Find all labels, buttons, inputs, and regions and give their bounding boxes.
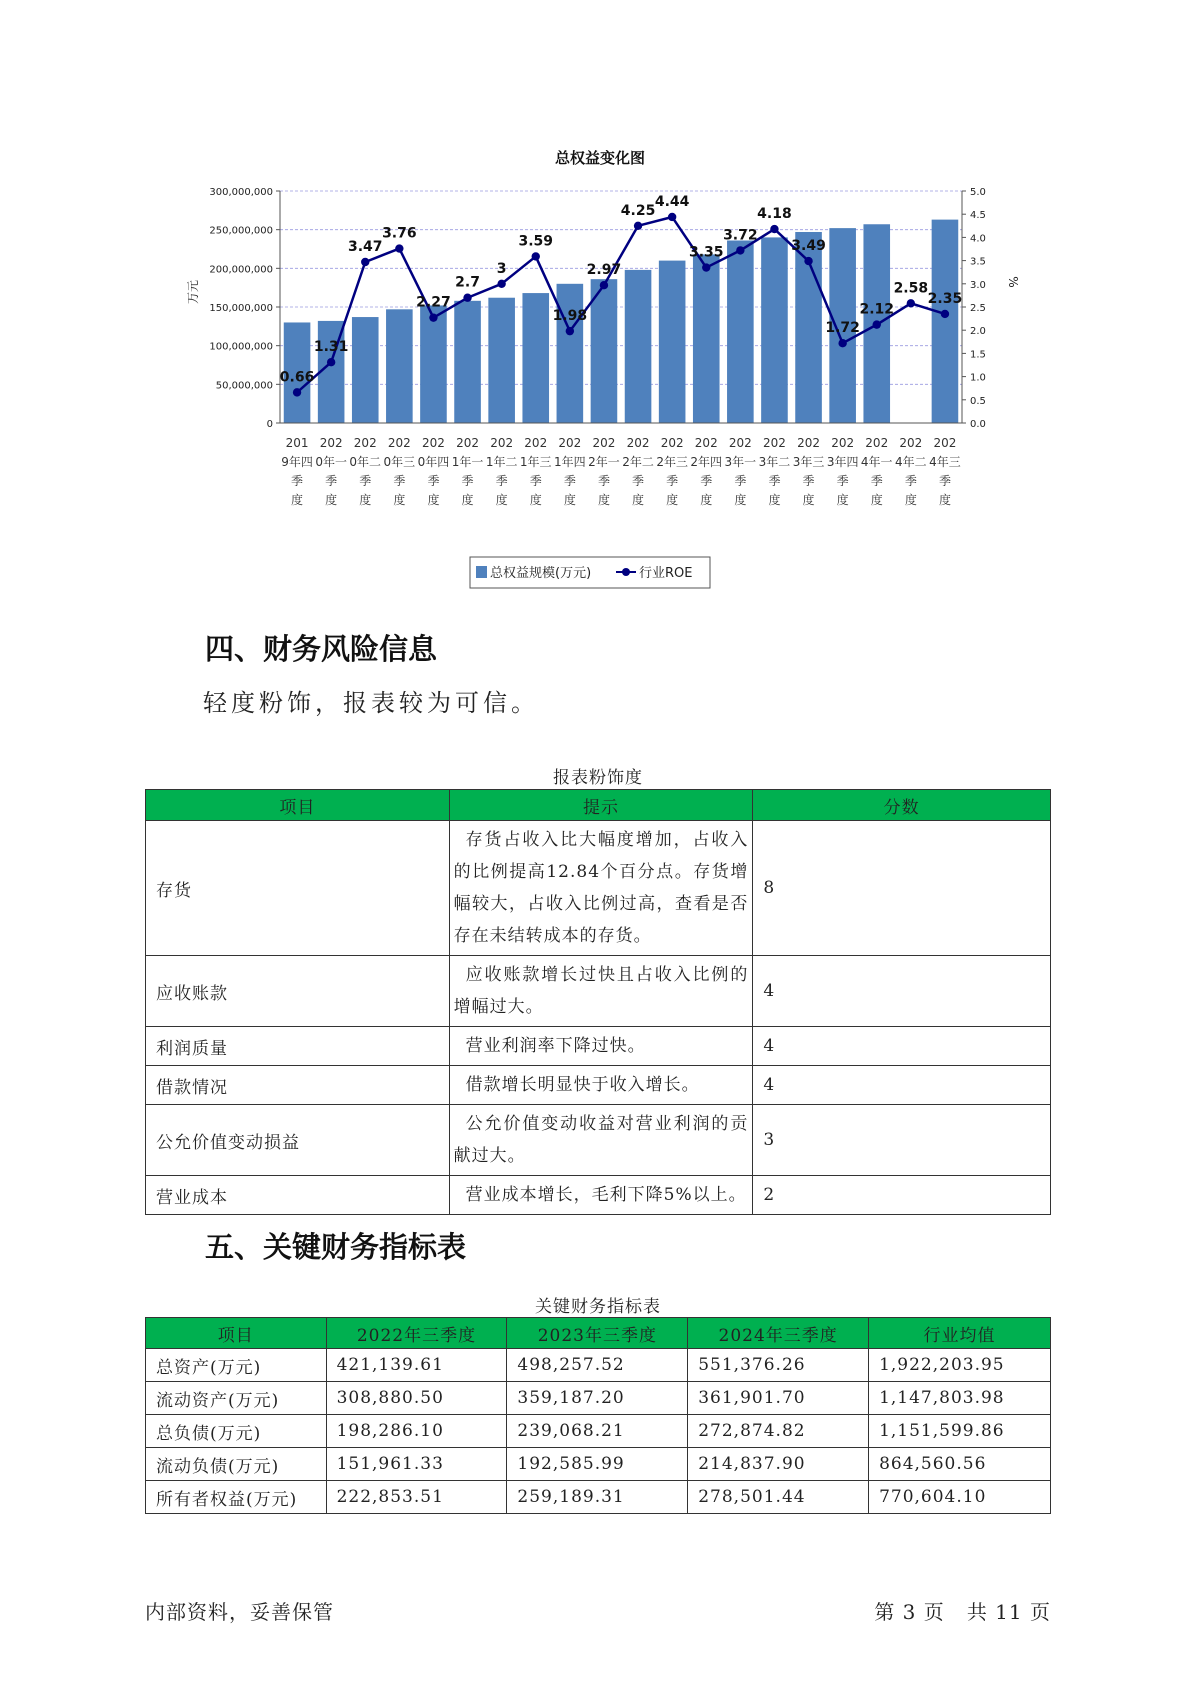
risk-score: 4	[753, 1027, 1051, 1066]
keyfin-table-caption: 关键财务指标表	[535, 1297, 661, 1317]
roe-data-label: 4.44	[654, 193, 690, 210]
roe-point	[702, 263, 710, 271]
roe-point	[838, 339, 846, 347]
keyfin-col-header: 2023年三季度	[507, 1318, 688, 1349]
risk-hint: 公允价值变动收益对营业利润的贡献过大。	[453, 1114, 749, 1166]
roe-point	[327, 358, 335, 366]
risk-item: 公允价值变动损益	[146, 1105, 450, 1176]
risk-item: 应收账款	[146, 956, 450, 1027]
roe-data-label: 3.72	[723, 227, 758, 244]
risk-hint-cell	[449, 956, 753, 1027]
y-right-tick-label: 1.5	[970, 349, 986, 361]
x-tick-label: 202 1年一季度	[451, 436, 484, 507]
y-right-tick-label: 0.0	[970, 419, 986, 430]
x-tick-label: 202 1年四季度	[554, 436, 586, 507]
keyfin-cell: 864,560.56	[869, 1448, 1051, 1481]
y-right-tick-label: 4.5	[970, 210, 986, 222]
x-tick-label: 202 0年二季度	[349, 436, 382, 507]
bar	[488, 298, 515, 423]
risk-item: 存货	[146, 821, 450, 956]
keyfin-cell: 1,151,599.86	[869, 1415, 1051, 1448]
x-tick-label: 202 4年一季度	[860, 436, 893, 507]
risk-hint-cell	[449, 821, 753, 956]
y-left-tick-label: 300,000,000	[209, 187, 273, 198]
bar	[522, 293, 549, 423]
bar	[932, 220, 959, 423]
risk-header-row	[146, 790, 1051, 821]
keyfin-cell: 278,501.44	[688, 1481, 869, 1514]
roe-point	[634, 222, 642, 230]
roe-data-label: 3	[496, 260, 507, 277]
risk-hint: 应收账款增长过快且占收入比例的增幅过大。	[453, 965, 749, 1017]
y-right-tick-label: 3.0	[970, 279, 986, 291]
legend-line-label: 行业ROE	[639, 566, 693, 581]
roe-point	[736, 246, 744, 254]
keyfin-cell: 361,901.70	[688, 1382, 869, 1415]
y-left-tick-label: 50,000,000	[215, 380, 273, 392]
x-tick-label: 202 0年三季度	[383, 436, 416, 507]
keyfin-cell: 770,604.10	[869, 1481, 1051, 1514]
bar	[761, 237, 788, 423]
roe-point	[395, 244, 403, 252]
y-right-tick-label: 2.5	[970, 303, 986, 314]
keyfin-cell: 总负债(万元)	[146, 1415, 327, 1448]
keyfin-row	[146, 1349, 1051, 1382]
risk-item: 借款情况	[146, 1066, 450, 1105]
roe-data-label: 2.7	[455, 274, 480, 291]
roe-data-label: 4.18	[757, 206, 792, 223]
y-left-tick-label: 150,000,000	[209, 303, 273, 314]
keyfin-cell: 192,585.99	[507, 1448, 688, 1481]
bar	[386, 309, 413, 423]
y-left-tick-label: 250,000,000	[209, 225, 273, 237]
keyfin-cell: 流动资产(万元)	[146, 1382, 327, 1415]
keyfin-cell: 551,376.26	[688, 1349, 869, 1382]
risk-score: 8	[753, 821, 1051, 956]
bar	[454, 301, 481, 423]
x-tick-label: 202 2年二季度	[622, 436, 654, 507]
roe-point	[804, 257, 812, 265]
roe-data-label: 3.47	[347, 238, 383, 255]
risk-hint-cell	[449, 1066, 753, 1105]
risk-row	[146, 1027, 1051, 1066]
risk-row	[146, 1066, 1051, 1105]
roe-data-label: 2.97	[586, 262, 622, 279]
roe-data-label: 1.98	[552, 308, 588, 325]
y-right-tick-label: 3.5	[970, 256, 986, 268]
keyfin-cell: 151,961.33	[326, 1448, 507, 1481]
y-right-tick-label: 0.5	[970, 395, 986, 407]
risk-table-caption: 报表粉饰度	[553, 768, 643, 788]
risk-score: 3	[753, 1105, 1051, 1176]
legend-bar-label: 总权益规模(万元)	[490, 566, 592, 581]
roe-data-label: 1.31	[313, 339, 349, 356]
footer-page-number: 第 3 页 共 11 页	[874, 1600, 1051, 1624]
keyfin-cell: 239,068.21	[507, 1415, 688, 1448]
roe-point	[873, 320, 881, 328]
y-left-tick-label: 0	[266, 419, 273, 430]
y-right-tick-label: 4.0	[970, 233, 986, 245]
keyfin-cell: 308,880.50	[326, 1382, 507, 1415]
bar	[591, 279, 618, 423]
keyfin-cell: 1,922,203.95	[869, 1349, 1051, 1382]
roe-point	[497, 280, 505, 288]
roe-point	[770, 225, 778, 233]
keyfin-cell: 流动负债(万元)	[146, 1448, 327, 1481]
roe-data-label: 3.76	[382, 225, 417, 242]
roe-data-label: 0.66	[279, 369, 315, 386]
x-tick-label: 202 2年三季度	[656, 436, 688, 507]
roe-point	[532, 252, 540, 260]
keyfin-cell: 1,147,803.98	[869, 1382, 1051, 1415]
bar	[557, 284, 584, 423]
key-financial-table	[145, 1317, 1051, 1514]
risk-hint-cell	[449, 1176, 753, 1215]
x-tick-label: 202 2年一季度	[588, 436, 620, 507]
keyfin-col-header: 项目	[146, 1318, 327, 1349]
y-axis-left-label: 万元	[186, 279, 200, 305]
roe-data-label: 3.35	[688, 244, 724, 261]
roe-data-label: 3.49	[791, 238, 826, 255]
roe-point	[907, 299, 915, 307]
risk-hint: 营业成本增长，毛利下降5%以上。	[465, 1185, 747, 1205]
risk-row	[146, 1105, 1051, 1176]
keyfin-col-header: 2024年三季度	[688, 1318, 869, 1349]
risk-hint-cell	[449, 1027, 753, 1066]
y-left-tick-label: 100,000,000	[209, 341, 273, 353]
roe-point	[668, 213, 676, 221]
keyfin-cell: 421,139.61	[326, 1349, 507, 1382]
y-right-tick-label: 1.0	[970, 372, 986, 384]
x-tick-label: 202 4年三季度	[929, 436, 961, 507]
x-tick-label: 202 3年四季度	[826, 436, 859, 507]
section4-heading: 四、财务风险信息	[205, 632, 438, 666]
x-tick-label: 202 3年三季度	[792, 436, 825, 507]
roe-point	[429, 313, 437, 321]
roe-point	[600, 281, 608, 289]
equity-chart	[180, 140, 1040, 595]
chart-title: 总权益变化图	[554, 149, 646, 167]
bar	[625, 270, 652, 423]
roe-data-label: 1.72	[825, 320, 860, 337]
x-tick-label: 202 0年一季度	[315, 436, 347, 507]
risk-item: 营业成本	[146, 1176, 450, 1215]
legend-bar-swatch	[476, 566, 487, 578]
roe-point	[361, 258, 369, 266]
keyfin-row	[146, 1415, 1051, 1448]
footer-left: 内部资料，妥善保管	[145, 1600, 334, 1624]
bar	[727, 240, 754, 423]
x-tick-label: 201 9年四季度	[281, 436, 313, 507]
keyfin-cell: 498,257.52	[507, 1349, 688, 1382]
roe-data-label: 2.12	[859, 301, 895, 318]
risk-item: 利润质量	[146, 1027, 450, 1066]
keyfin-header-row	[146, 1318, 1051, 1349]
x-tick-label: 202 3年二季度	[758, 436, 791, 507]
roe-data-label: 3.59	[518, 233, 554, 250]
keyfin-cell: 总资产(万元)	[146, 1349, 327, 1382]
y-left-tick-label: 200,000,000	[209, 264, 273, 276]
keyfin-col-header: 行业均值	[869, 1318, 1051, 1349]
keyfin-cell: 222,853.51	[326, 1481, 507, 1514]
roe-point	[463, 294, 471, 302]
roe-data-label: 2.35	[927, 290, 963, 307]
risk-score: 4	[753, 956, 1051, 1027]
risk-hint: 营业利润率下降过快。	[465, 1036, 646, 1056]
keyfin-cell: 272,874.82	[688, 1415, 869, 1448]
x-tick-label: 202 1年三季度	[519, 436, 552, 507]
roe-point	[566, 327, 574, 335]
chart-legend	[470, 557, 710, 588]
risk-summary: 轻度粉饰，报表较为可信。	[203, 689, 539, 717]
bar	[352, 317, 379, 423]
risk-col-header: 提示	[449, 790, 753, 821]
x-tick-label: 202 3年一季度	[724, 436, 757, 507]
section5-heading: 五、关键财务指标表	[205, 1230, 467, 1264]
bar	[420, 305, 447, 423]
risk-hint: 借款增长明显快于收入增长。	[465, 1075, 700, 1095]
keyfin-row	[146, 1481, 1051, 1514]
roe-data-label: 2.58	[893, 280, 929, 297]
keyfin-cell: 198,286.10	[326, 1415, 507, 1448]
keyfin-cell: 所有者权益(万元)	[146, 1481, 327, 1514]
roe-data-label: 2.27	[416, 294, 451, 311]
roe-data-label: 4.25	[620, 202, 656, 219]
risk-col-header: 分数	[753, 790, 1051, 821]
keyfin-cell: 359,187.20	[507, 1382, 688, 1415]
bar	[693, 254, 720, 423]
keyfin-row	[146, 1382, 1051, 1415]
keyfin-cell: 214,837.90	[688, 1448, 869, 1481]
risk-hint-cell	[449, 1105, 753, 1176]
roe-point	[941, 310, 949, 318]
y-right-tick-label: 2.0	[970, 326, 986, 338]
roe-point	[293, 388, 301, 396]
risk-hint: 存货占收入比大幅度增加，占收入的比例提高12.84个百分点。存货增幅较大，占收入比例过高，查看是否存在未结转成本的存货。	[453, 830, 749, 946]
risk-row	[146, 1176, 1051, 1215]
x-tick-label: 202 2年四季度	[690, 436, 723, 507]
keyfin-col-header: 2022年三季度	[326, 1318, 507, 1349]
risk-row	[146, 821, 1051, 956]
risk-score: 4	[753, 1066, 1051, 1105]
legend-line-marker	[622, 568, 630, 576]
y-right-tick-label: 5.0	[970, 187, 986, 198]
keyfin-cell: 259,189.31	[507, 1481, 688, 1514]
x-axis-labels	[281, 436, 961, 507]
risk-row	[146, 956, 1051, 1027]
x-tick-label: 202 4年二季度	[895, 436, 927, 507]
risk-col-header: 项目	[146, 790, 450, 821]
x-tick-label: 202 1年二季度	[485, 436, 518, 507]
risk-score: 2	[753, 1176, 1051, 1215]
y-axis-right-label: %	[1006, 276, 1020, 288]
x-tick-label: 202 0年四季度	[417, 436, 450, 507]
risk-table	[145, 789, 1051, 1215]
keyfin-row	[146, 1448, 1051, 1481]
bar	[659, 261, 686, 423]
